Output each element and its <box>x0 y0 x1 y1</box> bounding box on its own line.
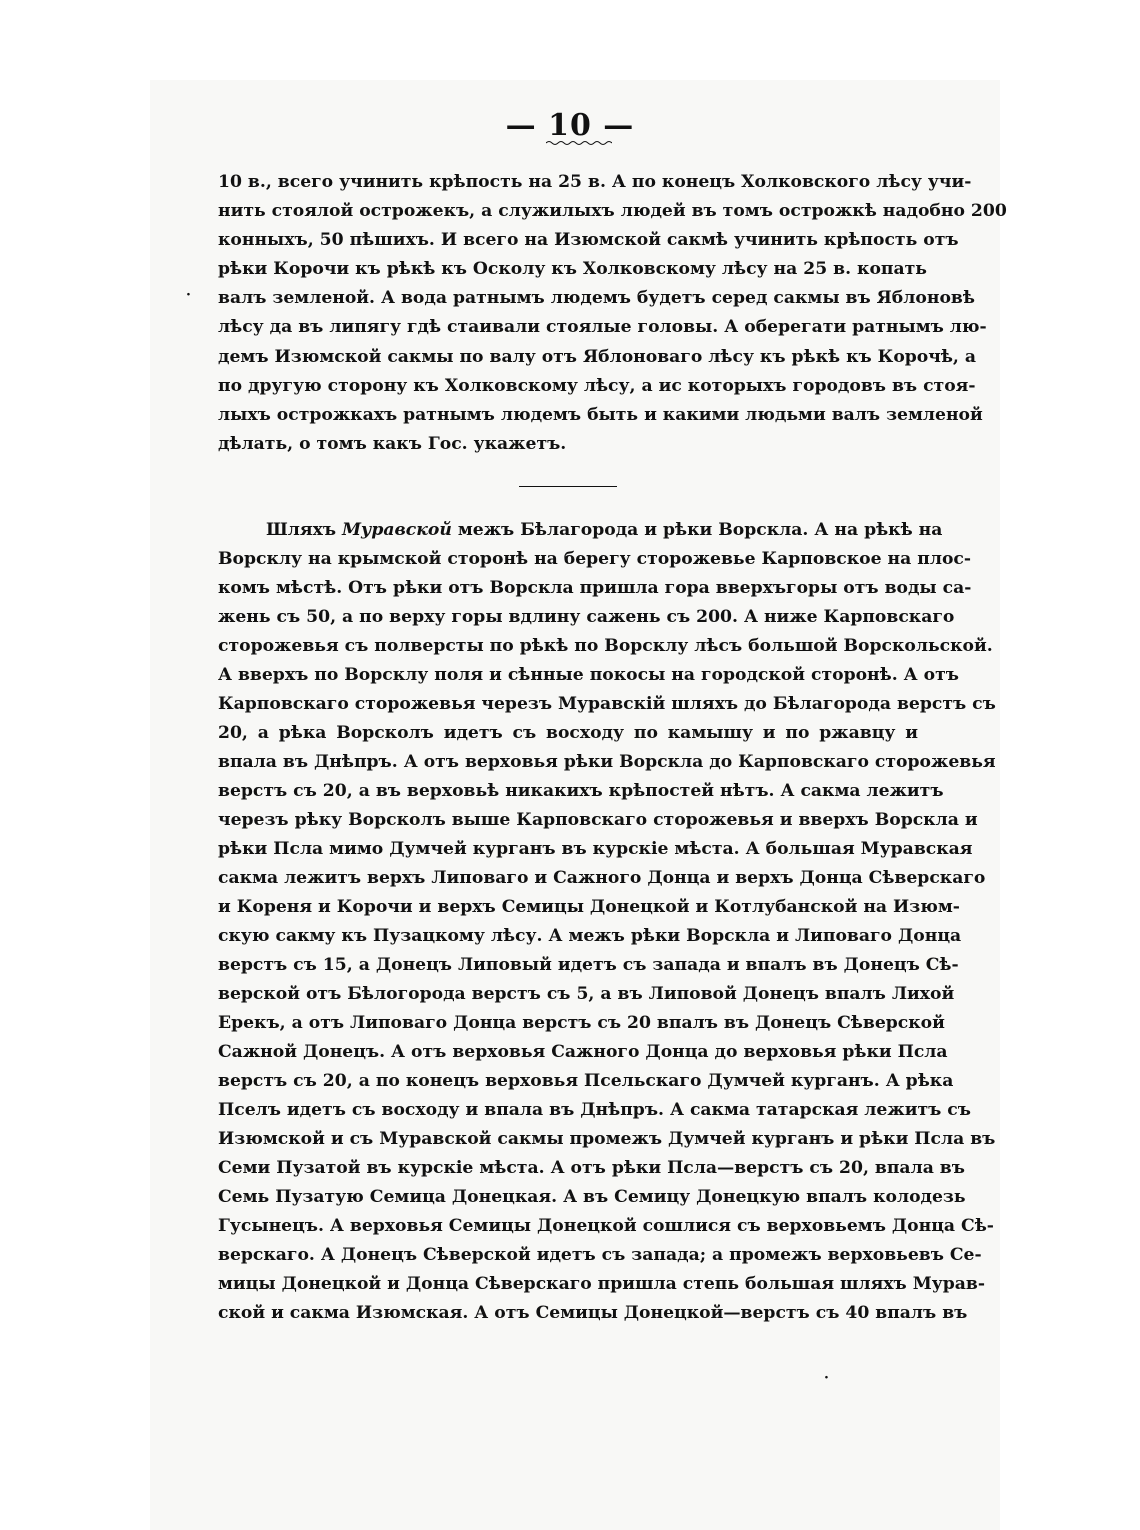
text-line: А вверхъ по Ворсклу поля и сѣнные покосы на городской сторонѣ. А отъ <box>218 665 959 685</box>
text-line: конныхъ, 50 пѣшихъ. И всего на Изюмской сакмѣ учинить крѣпость отъ <box>218 230 959 251</box>
margin-dot: · <box>824 1370 829 1386</box>
text-line: верстъ съ 20, а по конецъ верховья Псельскаго Думчей курганъ. А рѣка <box>218 1071 954 1091</box>
text-line: Сажной Донецъ. А отъ верховья Сажного Донца до верховья рѣки Псла <box>218 1042 948 1062</box>
text-line: верстъ съ 20, а въ верховьѣ никакихъ крѣпостей нѣтъ. А сакма лежитъ <box>218 781 944 801</box>
page-number: — 10 — <box>505 108 635 143</box>
text-line: по другую сторону къ Холковскому лѣсу, а ис которыхъ городовъ въ стоя- <box>218 375 976 396</box>
text-line: рѣки Псла мимо Думчей курганъ въ курскiе мѣста. А большая Муравская <box>218 839 973 859</box>
text-line: комъ мѣстѣ. Отъ рѣки отъ Ворскла пришла гора вверхъгоры отъ воды са- <box>218 578 972 598</box>
text-line: верскаго. А Донецъ Сѣверской идетъ съ запада; а промежъ верховьевъ Се- <box>218 1245 982 1265</box>
text-line: сторожевья съ полверсты по рѣкѣ по Ворсклу лѣсъ большой Ворскольской. <box>218 636 993 656</box>
text-line: впала въ Днѣпръ. А отъ верховья рѣки Ворскла до Карповскаго сторожевья <box>218 752 996 772</box>
text-line: Пселъ идетъ съ восходу и впала въ Днѣпръ. А сакма татарская лежитъ съ <box>218 1100 971 1120</box>
page-number-underline <box>546 140 612 146</box>
text-line: черезъ рѣку Ворсколъ выше Карповскаго сторожевья и вверхъ Ворскла и <box>218 810 978 830</box>
text-line: мицы Донецкой и Донца Сѣверскаго пришла степь большая шляхъ Мурав- <box>218 1274 985 1294</box>
text-line: 10 в., всего учинить крѣпость на 25 в. А по конецъ Холковского лѣсу учи- <box>218 172 972 192</box>
text-line: верской отъ Бѣлогорода верстъ съ 5, а въ Липовой Донецъ впалъ Лихой <box>218 984 955 1004</box>
text-line: лѣсу да въ липягу гдѣ стаивали стоялые головы. А оберегати ратнымъ лю- <box>218 317 987 338</box>
text-line-first <box>218 516 943 545</box>
text-span: межъ Бѣлагорода и рѣки Ворскла. А на рѣкѣ на <box>457 520 943 540</box>
text-line: верстъ съ 15, а Донецъ Липовый идетъ съ запада и впалъ въ Донецъ Сѣ- <box>218 955 959 975</box>
text-line: Ворсклу на крымской сторонѣ на берегу сторожевье Карповское на плос- <box>218 549 972 569</box>
text-line: скую сакму къ Пузацкому лѣсу. А межъ рѣки Ворскла и Липоваго Донца <box>218 926 962 946</box>
text-line: лыхъ острожкахъ ратнымъ людемъ быть и какими людьми валъ земленой <box>218 404 983 425</box>
text-line: сакма лежитъ верхъ Липоваго и Сажного Донца и верхъ Донца Сѣверскаго <box>218 868 986 888</box>
paragraph-1 <box>218 168 1007 459</box>
text-line: дѣлать, о томъ какъ Гос. укажетъ. <box>218 433 567 454</box>
italic-name: Муравской <box>342 520 452 540</box>
text-line: Семи Пузатой въ курскiе мѣста. А отъ рѣки Псла—верстъ съ 20, впала въ <box>218 1158 965 1178</box>
text-line: Ерекъ, а отъ Липоваго Донца верстъ съ 20 впалъ въ Донецъ Сѣверской <box>218 1013 945 1033</box>
text-line: жень съ 50, а по верху горы вдлину сажень съ 200. А ниже Карповскаго <box>218 607 955 627</box>
section-divider <box>519 486 617 487</box>
text-line: 20, а рѣка Ворсколъ идетъ съ восходу по камышу и по ржавцу и <box>218 723 918 743</box>
text-line: нить стоялой острожекъ, а служилыхъ людей въ томъ острожкѣ надобно 200 <box>218 201 1007 222</box>
text-line: ской и сакма Изюмская. А отъ Семицы Донецкой—верстъ съ 40 впалъ въ <box>218 1303 968 1323</box>
paragraph-2 <box>218 516 996 1328</box>
text-line: Карповскаго сторожевья черезъ Муравскiй шляхъ до Бѣлагорода верстъ съ <box>218 694 996 714</box>
text-line: Изюмской и съ Муравской сакмы промежъ Думчей курганъ и рѣки Псла въ <box>218 1129 996 1149</box>
margin-dot: · <box>186 287 191 303</box>
text-line: валъ земленой. А вода ратнымъ людемъ будетъ серед сакмы въ Яблоновѣ <box>218 288 975 309</box>
text-line: рѣки Корочи къ рѣкѣ къ Осколу къ Холковскому лѣсу на 25 в. копать <box>218 259 927 280</box>
text-line: Гусынецъ. А верховья Семицы Донецкой сошлися съ верховьемъ Донца Сѣ- <box>218 1216 994 1236</box>
text-line: и Кореня и Корочи и верхъ Семицы Донецкой и Котлубанской на Изюм- <box>218 897 960 917</box>
text-span: Шляхъ <box>266 520 337 540</box>
text-line: Семь Пузатую Семица Донецкая. А въ Семицу Донецкую впалъ колодезь <box>218 1187 966 1207</box>
text-line: демъ Изюмской сакмы по валу отъ Яблоноваго лѣсу къ рѣкѣ къ Корочѣ, а <box>218 346 977 367</box>
